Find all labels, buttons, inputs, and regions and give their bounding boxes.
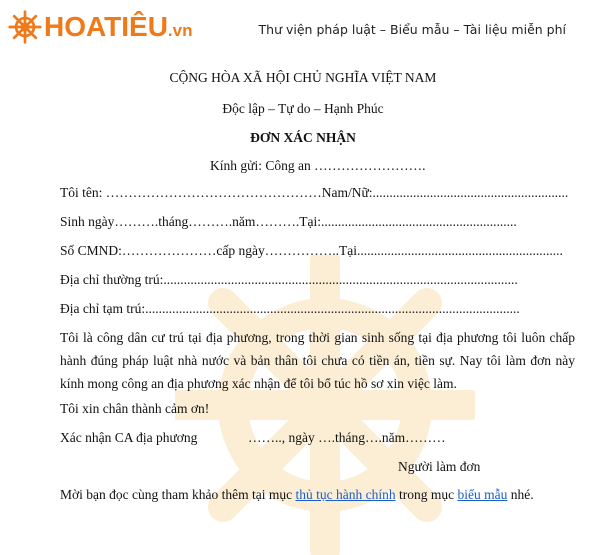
signer-label: Người làm đơn — [398, 459, 481, 474]
site-tagline: Thư viện pháp luật – Biểu mẫu – Tài liệu miễn phí — [258, 22, 566, 37]
field-birth: Sinh ngày……….tháng……….năm……….Tại:.......................................................... — [60, 214, 517, 229]
logo-text: HOATIÊU.vn — [44, 11, 193, 42]
field-name: Tôi tên: …………………………………………Nam/Nữ:.......................................................... — [60, 185, 569, 200]
footer-prefix: Mời bạn đọc cùng tham khảo thêm tại mục — [60, 487, 293, 502]
form-title: ĐƠN XÁC NHẬN — [250, 130, 356, 145]
date-line: …….., ngày ….tháng….năm……… — [248, 430, 446, 445]
link-bieu-mau[interactable]: biểu mẫu — [457, 487, 508, 502]
confirm-label: Xác nhận CA địa phương — [60, 430, 198, 445]
national-title: CỘNG HÒA XÃ HỘI CHỦ NGHĨA VIỆT NAM — [169, 70, 437, 85]
field-permanent-address: Địa chỉ thường trú:......................................................................................................... — [60, 272, 518, 287]
link-thu-tuc-hanh-chinh[interactable]: thủ tục hành chính — [295, 487, 396, 502]
footer-note — [60, 487, 534, 503]
thanks-line: Tôi xin chân thành cảm ơn! — [60, 401, 210, 416]
field-id-card: Số CMND:…………………cấp ngày……………..Tại............................................................. — [60, 243, 563, 258]
footer-suffix: nhé. — [510, 487, 534, 502]
footer-middle: trong mục — [398, 487, 455, 502]
recipient-line: Kính gửi: Công an ……………………. — [210, 158, 426, 173]
body-paragraph: Tôi là công dân cư trú tại địa phương, trong thời gian sinh sống tại địa phương tôi luôn chấp hành đúng pháp luật nhà nước và bản thân tôi chưa có tiền án, tiền sự. Nay tôi làm đơn này kính mong công an địa phương xác nhận để tôi bổ túc hồ sơ xin việc làm. — [60, 330, 575, 391]
motto: Độc lập – Tự do – Hạnh Phúc — [222, 101, 384, 116]
field-temporary-address: Địa chỉ tạm trú:............................................................................................................... — [60, 301, 520, 316]
